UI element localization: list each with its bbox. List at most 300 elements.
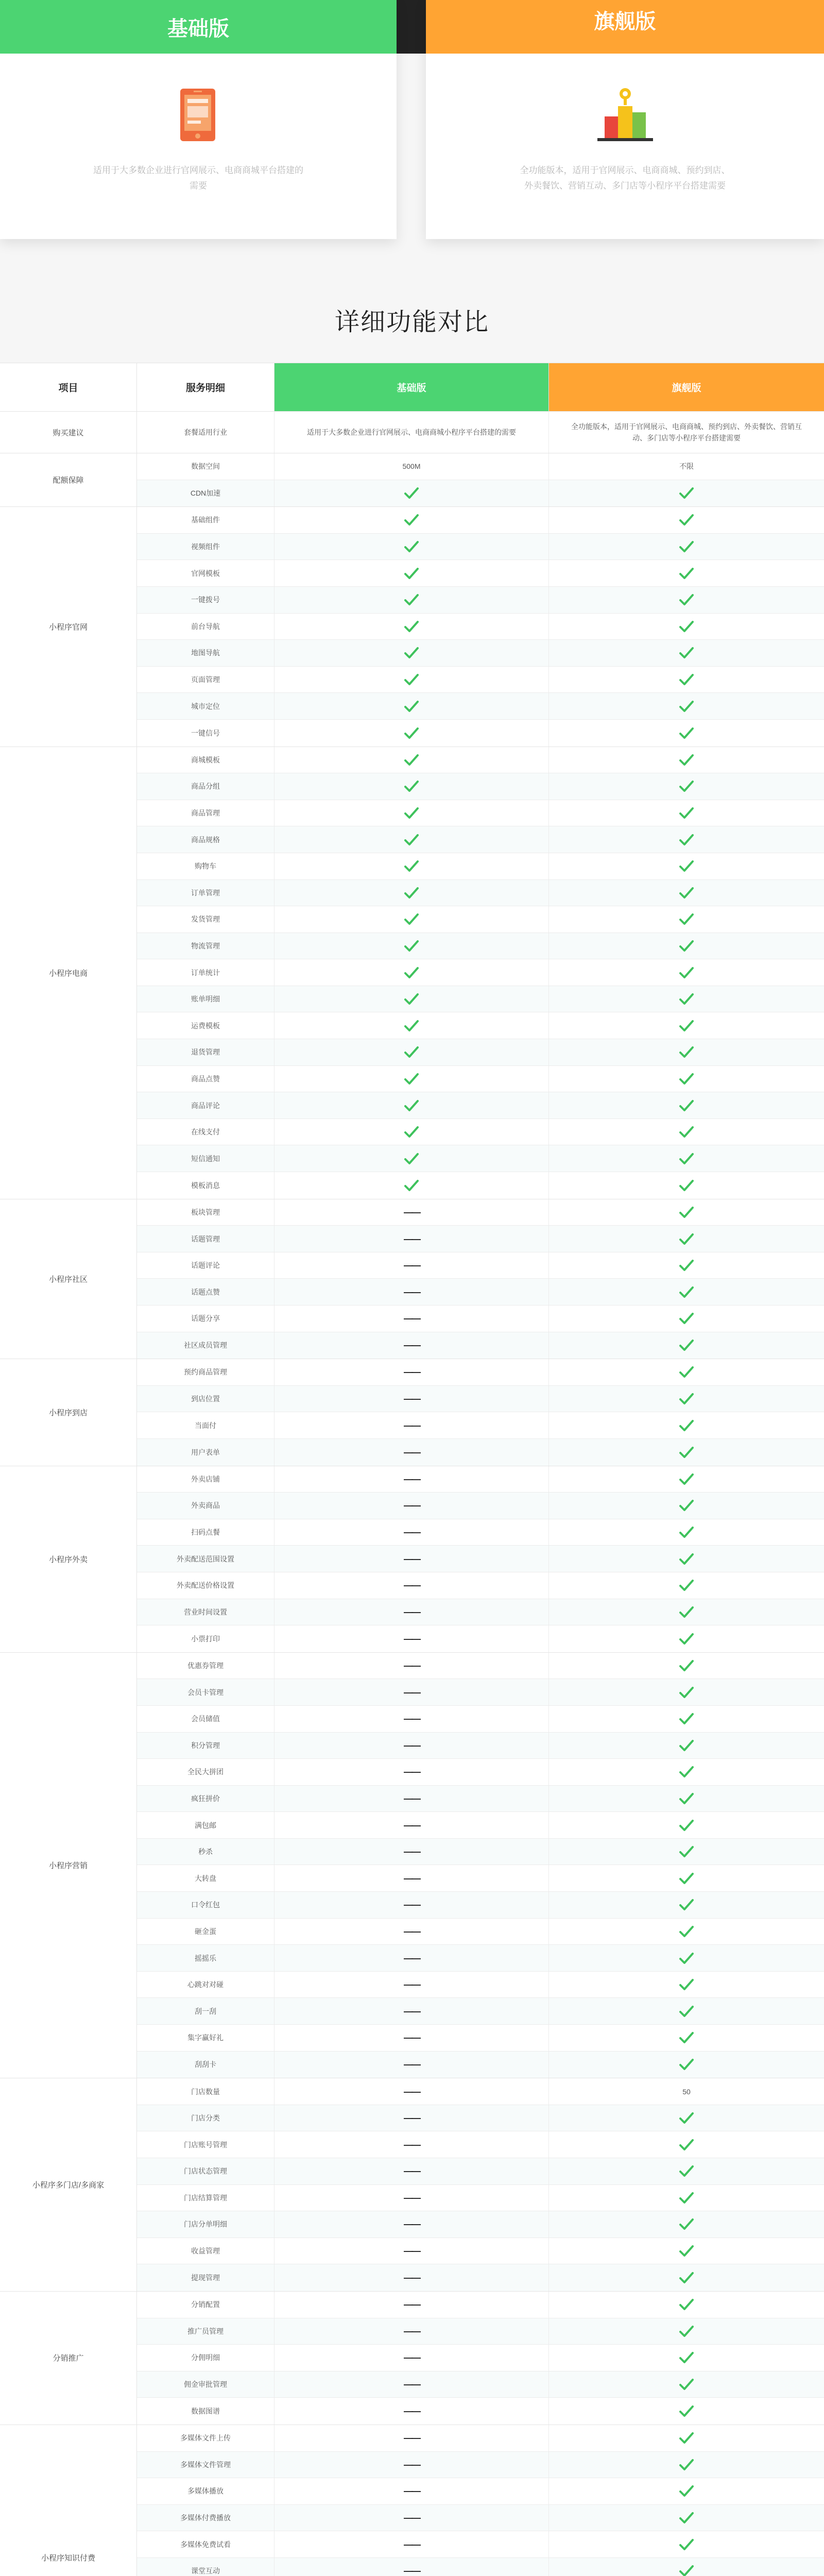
- flag-cell: [549, 1786, 824, 1812]
- flag-cell: [549, 1066, 824, 1092]
- basic-cell: [274, 1945, 549, 1971]
- group-rows: [137, 1653, 824, 2078]
- flag-cell: [549, 667, 824, 693]
- check-icon: [404, 779, 419, 793]
- check-icon: [679, 567, 694, 580]
- header-detail: 服务明细: [137, 363, 274, 411]
- dash-icon: ——: [404, 2166, 419, 2177]
- basic-cell: [274, 640, 549, 666]
- basic-cell: [274, 1653, 549, 1679]
- table-group: [0, 1653, 824, 2079]
- check-icon: [679, 2191, 694, 2205]
- check-icon: [679, 513, 694, 527]
- dash-icon: ——: [404, 1660, 419, 1671]
- basic-cell: [274, 480, 549, 507]
- flag-cell: 不限: [679, 462, 694, 471]
- check-icon: [404, 540, 419, 553]
- check-icon: [679, 486, 694, 500]
- table-row: [137, 2264, 824, 2291]
- flag-cell: [549, 1172, 824, 1199]
- check-icon: [679, 2005, 694, 2018]
- flag-cell: [549, 1998, 824, 2024]
- dash-icon: ——: [404, 1900, 419, 1910]
- feature-name: 外卖商品: [137, 1493, 274, 1519]
- basic-cell: [274, 1332, 549, 1359]
- basic-cell: [274, 2531, 549, 2557]
- flag-cell: [549, 800, 824, 826]
- flag-cell: [549, 2452, 824, 2478]
- feature-name: 刮刮卡: [137, 2052, 274, 2078]
- feature-name: 砸金蛋: [137, 1919, 274, 1945]
- check-icon: [679, 1712, 694, 1725]
- flag-cell: [549, 2185, 824, 2211]
- feature-name: 多媒体文件上传: [137, 2425, 274, 2451]
- group-label: 分销推广: [0, 2292, 137, 2425]
- table-row: [137, 1972, 824, 1998]
- check-icon: [679, 673, 694, 686]
- check-icon: [404, 833, 419, 846]
- feature-name: 摇摇乐: [137, 1945, 274, 1971]
- table-group: [0, 2425, 824, 2576]
- table-body: [0, 412, 824, 2576]
- table-row: [137, 507, 824, 534]
- table-row: [137, 1039, 824, 1066]
- table-row: [137, 1919, 824, 1945]
- table-row: [137, 2398, 824, 2425]
- feature-name: 口令红包: [137, 1892, 274, 1918]
- basic-cell: [274, 2185, 549, 2211]
- basic-cell: [274, 1279, 549, 1305]
- flag-cell: [549, 933, 824, 959]
- flag-cell: [549, 747, 824, 773]
- check-icon: [679, 2511, 694, 2524]
- check-icon: [679, 2244, 694, 2258]
- table-group: [0, 412, 824, 453]
- flag-cell: [549, 2211, 824, 2238]
- basic-cell: [274, 2398, 549, 2425]
- table-row: [137, 2425, 824, 2452]
- check-icon: [404, 1179, 419, 1192]
- dash-icon: ——: [404, 2566, 419, 2576]
- dash-icon: ——: [404, 1340, 419, 1351]
- feature-name: 物流管理: [137, 933, 274, 959]
- feature-name: 分佣明细: [137, 2345, 274, 2371]
- flag-cell: [549, 1306, 824, 1332]
- check-icon: [404, 620, 419, 633]
- flag-cell: [549, 1039, 824, 1065]
- feature-name: 外卖配送价格设置: [137, 1572, 274, 1599]
- feature-name: 多媒体文件管理: [137, 2452, 274, 2478]
- flag-cell: [549, 1119, 824, 1145]
- flag-cell: [549, 507, 824, 533]
- table-row: [137, 1706, 824, 1733]
- flag-cell: [549, 959, 824, 986]
- basic-plan-desc: 适用于大多数企业进行官网展示、电商商城平台搭建的需要: [93, 165, 303, 191]
- feature-name: 心跳对对碰: [137, 1972, 274, 1998]
- basic-cell: [274, 1572, 549, 1599]
- table-row: [137, 2345, 824, 2371]
- flag-cell: [549, 1252, 824, 1279]
- flag-cell: [549, 1199, 824, 1226]
- basic-cell: [274, 2505, 549, 2531]
- check-icon: [404, 567, 419, 580]
- dash-icon: ——: [404, 1714, 419, 1724]
- table-row: [137, 1733, 824, 1759]
- flag-cell: [549, 1572, 824, 1599]
- basic-cell: [274, 1439, 549, 1466]
- feature-name: 多媒体免费试看: [137, 2531, 274, 2557]
- table-group: [0, 2292, 824, 2425]
- feature-name: 预约商品管理: [137, 1359, 274, 1385]
- table-row: [137, 1546, 824, 1572]
- basic-cell: [274, 2318, 549, 2345]
- dash-icon: ——: [404, 1286, 419, 1297]
- feature-name: 多媒体播放: [137, 2478, 274, 2504]
- dash-icon: ——: [404, 2433, 419, 2444]
- check-icon: [404, 486, 419, 500]
- check-icon: [404, 1019, 419, 1032]
- check-icon: [404, 886, 419, 900]
- flag-cell: [549, 1012, 824, 1039]
- feature-name: 会员储值: [137, 1706, 274, 1732]
- table-row: [137, 1466, 824, 1493]
- basic-cell: 500M: [274, 453, 549, 480]
- check-icon: [679, 2404, 694, 2418]
- flag-cell: [549, 2264, 824, 2291]
- table-row: [137, 1119, 824, 1146]
- header-item: 项目: [0, 363, 137, 411]
- feature-name: 地图导航: [137, 640, 274, 666]
- check-icon: [679, 912, 694, 926]
- plan-cards: [0, 0, 824, 247]
- dash-icon: ——: [404, 2299, 419, 2310]
- feature-name: 商品点赞: [137, 1066, 274, 1092]
- dash-icon: ——: [404, 1553, 419, 1564]
- feature-name: 当面付: [137, 1412, 274, 1438]
- dash-icon: ——: [404, 1793, 419, 1804]
- feature-name: 提现管理: [137, 2264, 274, 2291]
- basic-cell: [274, 2052, 549, 2078]
- basic-cell: [274, 2105, 549, 2131]
- check-icon: [679, 1526, 694, 1539]
- feature-name: 话题点赞: [137, 1279, 274, 1305]
- basic-cell: [274, 1306, 549, 1332]
- basic-cell: [274, 2238, 549, 2264]
- check-icon: [679, 2458, 694, 2471]
- check-icon: [679, 939, 694, 953]
- check-icon: [404, 593, 419, 606]
- dash-icon: ——: [404, 2086, 419, 2097]
- check-icon: [404, 1152, 419, 1165]
- table-group: [0, 1359, 824, 1466]
- check-icon: [679, 1686, 694, 1699]
- basic-cell: [274, 800, 549, 826]
- check-icon: [679, 2484, 694, 2498]
- table-row: [137, 1653, 824, 1680]
- table-row: [137, 1599, 824, 1626]
- feature-name: 课堂互动: [137, 2558, 274, 2576]
- basic-cell: [274, 959, 549, 986]
- check-icon: [679, 1765, 694, 1778]
- feature-name: 外卖配送范围设置: [137, 1546, 274, 1572]
- basic-cell: [274, 1519, 549, 1546]
- feature-name: 小票打印: [137, 1625, 274, 1652]
- dash-icon: ——: [404, 2006, 419, 2016]
- dash-icon: ——: [404, 1767, 419, 1777]
- dash-icon: ——: [404, 1926, 419, 1937]
- header-flagship: 旗舰版: [549, 363, 824, 411]
- check-icon: [679, 1819, 694, 1832]
- basic-cell: [274, 1972, 549, 1998]
- feature-name: 收益管理: [137, 2238, 274, 2264]
- check-icon: [404, 673, 419, 686]
- table-row: [137, 1892, 824, 1919]
- dash-icon: ——: [404, 1420, 419, 1431]
- check-icon: [679, 1792, 694, 1805]
- check-icon: [679, 2164, 694, 2178]
- basic-cell: [274, 1812, 549, 1838]
- flag-cell: [549, 1226, 824, 1252]
- table-row: [137, 933, 824, 960]
- basic-cell: [274, 1172, 549, 1199]
- table-row: [137, 2105, 824, 2132]
- flag-cell: [549, 2478, 824, 2504]
- flag-cell: [549, 1599, 824, 1625]
- group-rows: [137, 1359, 824, 1465]
- dash-icon: ——: [404, 2059, 419, 2070]
- feature-name: 购物车: [137, 853, 274, 879]
- check-icon: [679, 1845, 694, 1858]
- flag-cell: [549, 880, 824, 906]
- feature-name: 账单明细: [137, 986, 274, 1012]
- dash-icon: ——: [404, 1527, 419, 1538]
- check-icon: [679, 593, 694, 606]
- header-gap: [397, 0, 427, 54]
- feature-name: 扫码点餐: [137, 1519, 274, 1546]
- check-icon: [679, 1312, 694, 1325]
- dash-icon: ——: [404, 1473, 419, 1484]
- check-icon: [679, 1472, 694, 1486]
- dash-icon: ——: [404, 2113, 419, 2124]
- basic-cell: [274, 1466, 549, 1493]
- dash-icon: ——: [404, 1367, 419, 1378]
- check-icon: [679, 700, 694, 713]
- check-icon: [679, 1499, 694, 1512]
- table-row: [137, 614, 824, 640]
- table-row: [137, 959, 824, 986]
- check-icon: [679, 1898, 694, 1911]
- table-row: [137, 1572, 824, 1599]
- check-icon: [679, 2564, 694, 2576]
- check-icon: [679, 1179, 694, 1192]
- table-row: [137, 1625, 824, 1652]
- basic-cell: [274, 507, 549, 533]
- flag-cell: [549, 480, 824, 507]
- basic-cell: [274, 1679, 549, 1705]
- flag-cell: [549, 826, 824, 853]
- table-group: [0, 2078, 824, 2292]
- flag-cell: [549, 1919, 824, 1945]
- flagship-plan-title: 旗舰版: [426, 0, 824, 54]
- dash-icon: ——: [404, 1740, 419, 1751]
- basic-cell: [274, 1759, 549, 1785]
- table-row: [137, 1839, 824, 1866]
- feature-name: 积分管理: [137, 1733, 274, 1759]
- check-icon: [404, 753, 419, 767]
- feature-name: 商城模板: [137, 747, 274, 773]
- flag-cell: [549, 1839, 824, 1865]
- check-icon: [679, 1605, 694, 1619]
- table-row: [137, 2211, 824, 2238]
- check-icon: [679, 2138, 694, 2151]
- dash-icon: ——: [404, 2326, 419, 2336]
- feature-name: 一键信号: [137, 720, 274, 747]
- basic-cell: [274, 2078, 549, 2105]
- dash-icon: ——: [404, 1313, 419, 1324]
- feature-name: 门店分单明细: [137, 2211, 274, 2238]
- flag-cell: [549, 1812, 824, 1838]
- flag-cell: [549, 720, 824, 747]
- table-header: [0, 363, 824, 412]
- table-row: [137, 1332, 824, 1359]
- basic-cell: [274, 2452, 549, 2478]
- dash-icon: ——: [404, 2273, 419, 2283]
- table-row: [137, 480, 824, 507]
- dash-icon: ——: [404, 1846, 419, 1857]
- basic-cell: [274, 1919, 549, 1945]
- feature-name: 商品规格: [137, 826, 274, 853]
- table-row: [137, 2185, 824, 2212]
- flag-cell: [549, 2318, 824, 2345]
- basic-cell: [274, 1839, 549, 1865]
- table-row: [137, 747, 824, 774]
- table-row: [137, 2505, 824, 2532]
- table-group: [0, 507, 824, 747]
- check-icon: [679, 1125, 694, 1139]
- basic-plan-title: 基础版: [0, 0, 397, 54]
- check-icon: [679, 620, 694, 633]
- table-row: [137, 587, 824, 614]
- check-icon: [679, 1259, 694, 1272]
- feature-name: 套餐适用行业: [137, 412, 274, 453]
- flag-cell: [549, 1092, 824, 1118]
- check-icon: [679, 1099, 694, 1112]
- basic-cell: [274, 1599, 549, 1625]
- flag-cell: [549, 2398, 824, 2425]
- table-row: [137, 667, 824, 693]
- dash-icon: ——: [404, 2406, 419, 2417]
- basic-cell: [274, 2478, 549, 2504]
- flag-cell: [549, 1546, 824, 1572]
- table-row: [137, 1493, 824, 1519]
- basic-cell: [274, 1733, 549, 1759]
- feature-name: 会员卡管理: [137, 1679, 274, 1705]
- flag-cell: [549, 1625, 824, 1652]
- phone-icon: [179, 87, 217, 146]
- feature-name: 一键拨号: [137, 587, 274, 613]
- flag-cell: [549, 1466, 824, 1493]
- flag-cell: [549, 1759, 824, 1785]
- table-row: [137, 2052, 824, 2078]
- check-icon: [679, 2271, 694, 2284]
- group-label: 小程序营销: [0, 1653, 137, 2078]
- group-label: 小程序官网: [0, 507, 137, 746]
- flag-cell: [549, 1706, 824, 1732]
- group-label: 小程序外卖: [0, 1466, 137, 1652]
- feature-name: 门店状态管理: [137, 2158, 274, 2184]
- dash-icon: ——: [404, 2139, 419, 2150]
- check-icon: [679, 1978, 694, 1991]
- table-row: [137, 2078, 824, 2105]
- basic-cell: [274, 1199, 549, 1226]
- check-icon: [679, 2031, 694, 2044]
- group-rows: [137, 747, 824, 1199]
- flag-cell: [549, 2131, 824, 2158]
- flag-cell: [549, 2025, 824, 2051]
- feature-name: 发货管理: [137, 906, 274, 933]
- flag-cell: [549, 1865, 824, 1891]
- basic-cell: [274, 2211, 549, 2238]
- feature-name: 商品分组: [137, 773, 274, 800]
- flag-cell: [549, 560, 824, 586]
- dash-icon: ——: [404, 2219, 419, 2230]
- flag-cell: [549, 853, 824, 879]
- basic-cell: [274, 534, 549, 560]
- group-rows: [137, 453, 824, 506]
- basic-cell: [274, 1412, 549, 1438]
- table-row: [137, 2158, 824, 2185]
- basic-cell: [274, 2371, 549, 2398]
- check-icon: [404, 646, 419, 659]
- check-icon: [679, 1419, 694, 1432]
- basic-plan-card[interactable]: [0, 0, 397, 239]
- table-row: [137, 1998, 824, 2025]
- check-icon: [679, 2351, 694, 2364]
- dash-icon: ——: [404, 2486, 419, 2497]
- basic-cell: [274, 2158, 549, 2184]
- basic-cell: [274, 933, 549, 959]
- table-row: [137, 853, 824, 880]
- basic-cell: [274, 560, 549, 586]
- flag-cell: [549, 2345, 824, 2371]
- feature-name: CDN加速: [137, 480, 274, 507]
- feature-name: 商品管理: [137, 800, 274, 826]
- flag-cell: [549, 2238, 824, 2264]
- flag-cell: 全功能版本，适用于官网展示、电商商城、预约到店、外卖餐饮、营销互动、多门店等小程序平台搭建需要: [571, 422, 802, 442]
- feature-name: 页面管理: [137, 667, 274, 693]
- check-icon: [404, 859, 419, 873]
- check-icon: [404, 726, 419, 740]
- dash-icon: ——: [404, 2032, 419, 2043]
- flag-cell: [549, 1519, 824, 1546]
- table-row: [137, 1226, 824, 1252]
- table-row: [137, 2531, 824, 2558]
- check-icon: [404, 966, 419, 979]
- feature-name: 刮一刮: [137, 1998, 274, 2024]
- basic-cell: [274, 2292, 549, 2318]
- check-icon: [679, 1206, 694, 1219]
- flagship-plan-card[interactable]: [426, 0, 824, 239]
- flag-cell: [549, 1653, 824, 1679]
- table-row: [137, 2292, 824, 2318]
- basic-cell: [274, 1039, 549, 1065]
- table-row: [137, 1679, 824, 1706]
- table-row: [137, 1279, 824, 1306]
- check-icon: [404, 992, 419, 1006]
- dash-icon: ——: [404, 1953, 419, 1963]
- dash-icon: ——: [404, 1580, 419, 1591]
- dash-icon: ——: [404, 1260, 419, 1271]
